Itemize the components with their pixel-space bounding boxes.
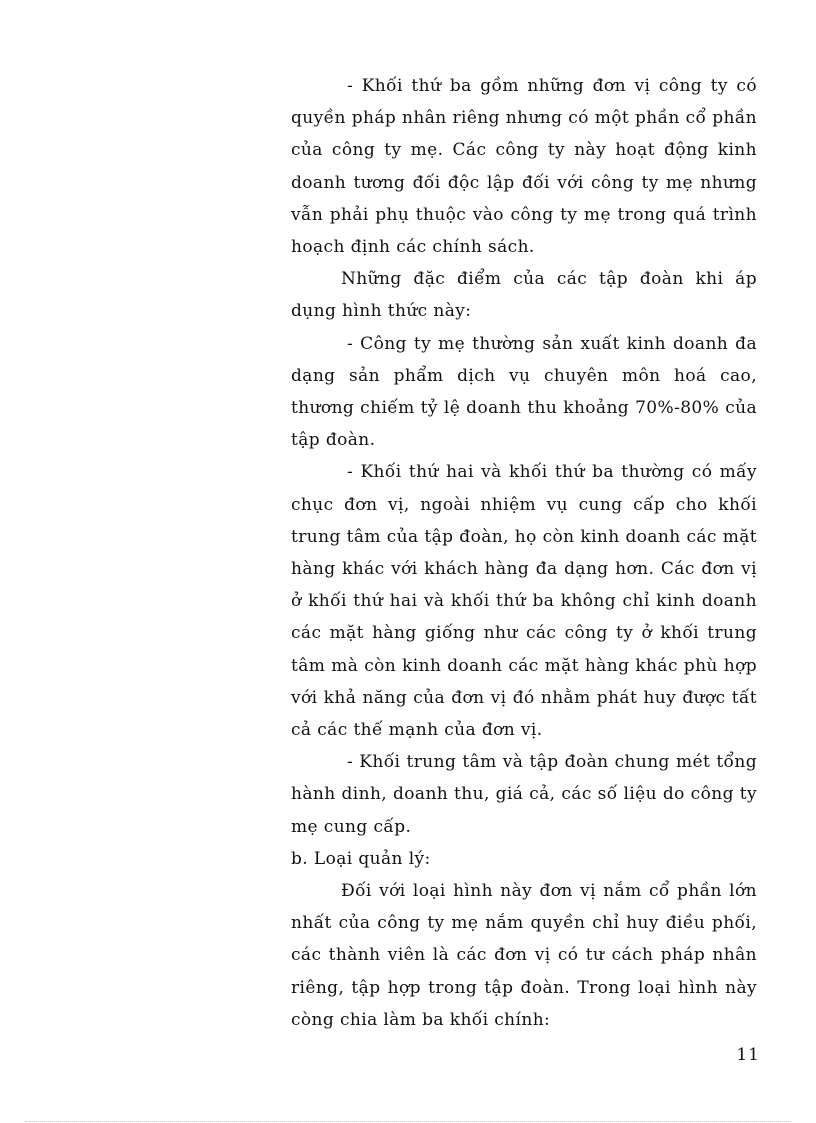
paragraph-third-block: - Khối thứ ba gồm những đơn vị công ty có quyền pháp nhân riêng nhưng có một phần cổ phần của công ty mẹ. Các công ty này hoạt động kinh doanh tương đối độc lập đối với công ty mẹ nhưng vẫn phải phụ thuộc vào công ty mẹ trong quá trình hoạch định các chính sách.	[291, 76, 757, 258]
paragraph-characteristics-intro: Những đặc điểm của các tập đoàn khi áp dụng hình thức này:	[291, 269, 757, 322]
document-body	[291, 70, 757, 1036]
section-heading-management-type: b. Loại quản lý:	[291, 848, 431, 869]
page-number: 11	[736, 1045, 760, 1065]
paragraph-central-block: - Khối trung tâm và tập đoàn chung mét tổng hành dinh, doanh thu, giá cả, các số liệu do công ty mẹ cung cấp.	[291, 752, 757, 837]
paragraph-parent-company: - Công ty mẹ thường sản xuất kinh doanh đa dạng sản phẩm dịch vụ chuyên môn hoá cao, thương chiếm tỷ lệ doanh thu khoảng 70%-80% của tập đoàn.	[291, 333, 757, 451]
page-bottom-divider	[25, 1121, 791, 1122]
paragraph-management-type: Đối với loại hình này đơn vị nắm cổ phần lớn nhất của công ty mẹ nắm quyền chỉ huy điều phối, các thành viên là các đơn vị có tư cách pháp nhân riêng, tập hợp trong tập đoàn. Trong loại hình này còng chia làm ba khối chính:	[291, 881, 757, 1030]
paragraph-second-third-blocks: - Khối thứ hai và khối thứ ba thường có mấy chục đơn vị, ngoài nhiệm vụ cung cấp cho khối trung tâm của tập đoàn, họ còn kinh doanh các mặt hàng khác với khách hàng đa dạng hơn. Các đơn vị ở khối thứ hai và khối thứ ba không chỉ kinh doanh các mặt hàng giống như các công ty ở khối trung tâm mà còn kinh doanh các mặt hàng khác phù hợp với khả năng của đơn vị đó nhằm phát huy được tất cả các thế mạnh của đơn vị.	[291, 462, 757, 741]
